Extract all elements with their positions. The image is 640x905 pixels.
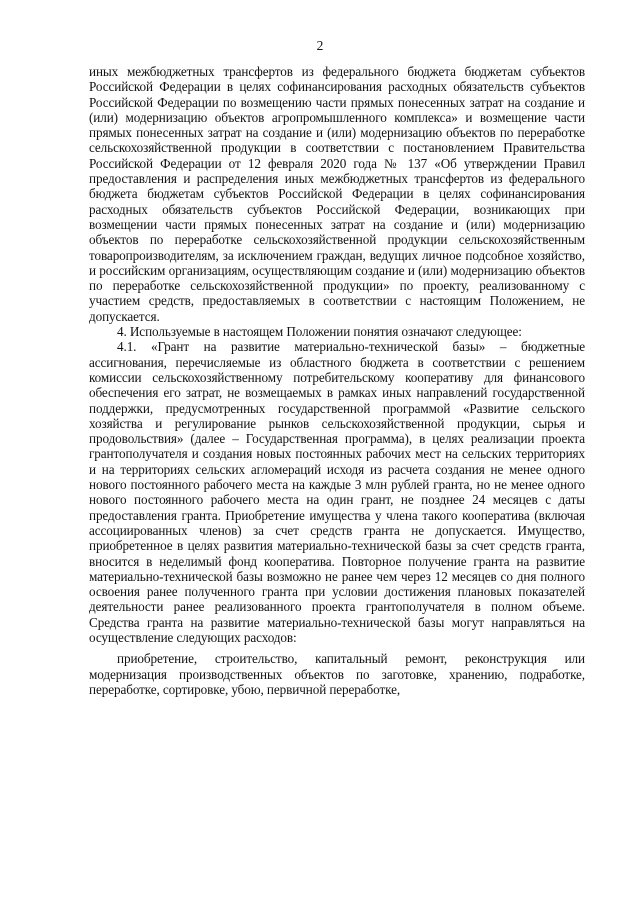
page-number: 2 <box>316 38 324 53</box>
document-body <box>89 64 585 697</box>
paragraph-grant-definition: 4.1. «Грант на развитие материально-технической базы» – бюджетные ассигнования, перечисляемые из областного бюджета в соответствии с решением комиссии сельскохозяйственному потребительскому кооперативу для финансового обеспечения его затрат, не возмещаемых в рамках иных направлений государственной поддержки, предусмотренных государственной программой «Развитие сельского хозяйства и регулирование рынков сельскохозяйственной продукции, сырья и продовольствия» (далее – Государственная программа), в целях реализации проекта грантополучателя и создания новых постоянных рабочих мест на сельских территориях и на территориях сельских агломераций исходя из расчета создания не менее одного нового постоянного рабочего места на каждые 3 млн рублей гранта, но не менее одного нового постоянного рабочего места на один грант, не позднее 24 месяцев с даты предоставления гранта. Приобретение имущества у члена такого кооператива (включая ассоциированных членов) за счет средств гранта не допускается. Имущество, приобретенное в целях развития материально-технической базы за счет средств гранта, вносится в неделимый фонд кооператива. Повторное получение гранта на развитие материально-технической базы возможно не ранее чем через 12 месяцев со дня полного освоения ранее полученного гранта при условии достижения плановых показателей деятельности ранее реализованного проекта грантополучателя в полном объеме. Средства гранта на развитие материально-технической базы могут направляться на осуществление следующих расходов: <box>89 339 585 645</box>
paragraph-expense-list-item: приобретение, строительство, капитальный ремонт, реконструкция или модернизация производственных объектов по заготовке, хранению, подработке, переработке, сортировке, убою, первичной переработке, <box>89 651 585 697</box>
paragraph-transfers-continuation: иных межбюджетных трансфертов из федерального бюджета бюджетам субъектов Российской Федерации в целях софинансирования расходных обязательств субъектов Российской Федерации по возмещению части прямых понесенных затрат на создание и (или) модернизацию объектов агропромышленного комплекса» и возмещение части прямых понесенных затрат на создание и (или) модернизацию объектов по переработке сельскохозяйственной продукции в соответствии с постановлением Правительства Российской Федерации от 12 февраля 2020 года № 137 «Об утверждении Правил предоставления и распределения иных межбюджетных трансфертов из федерального бюджета бюджетам субъектов Российской Федерации в целях софинансирования расходных обязательств субъектов Российской Федерации, возникающих при возмещении части прямых понесенных затрат на создание и (или) модернизацию объектов по переработке сельскохозяйственной продукции сельскохозяйственным товаропроизводителям, за исключением граждан, ведущих личное подсобное хозяйство, и российским организациям, осуществляющим создание и (или) модернизацию объектов по переработке сельскохозяйственной продукции» по проекту, реализованному с участием средств, предоставляемых в соответствии с настоящим Положением, не допускается. <box>89 64 585 324</box>
paragraph-definitions-intro: 4. Используемые в настоящем Положении понятия означают следующее: <box>117 324 522 340</box>
